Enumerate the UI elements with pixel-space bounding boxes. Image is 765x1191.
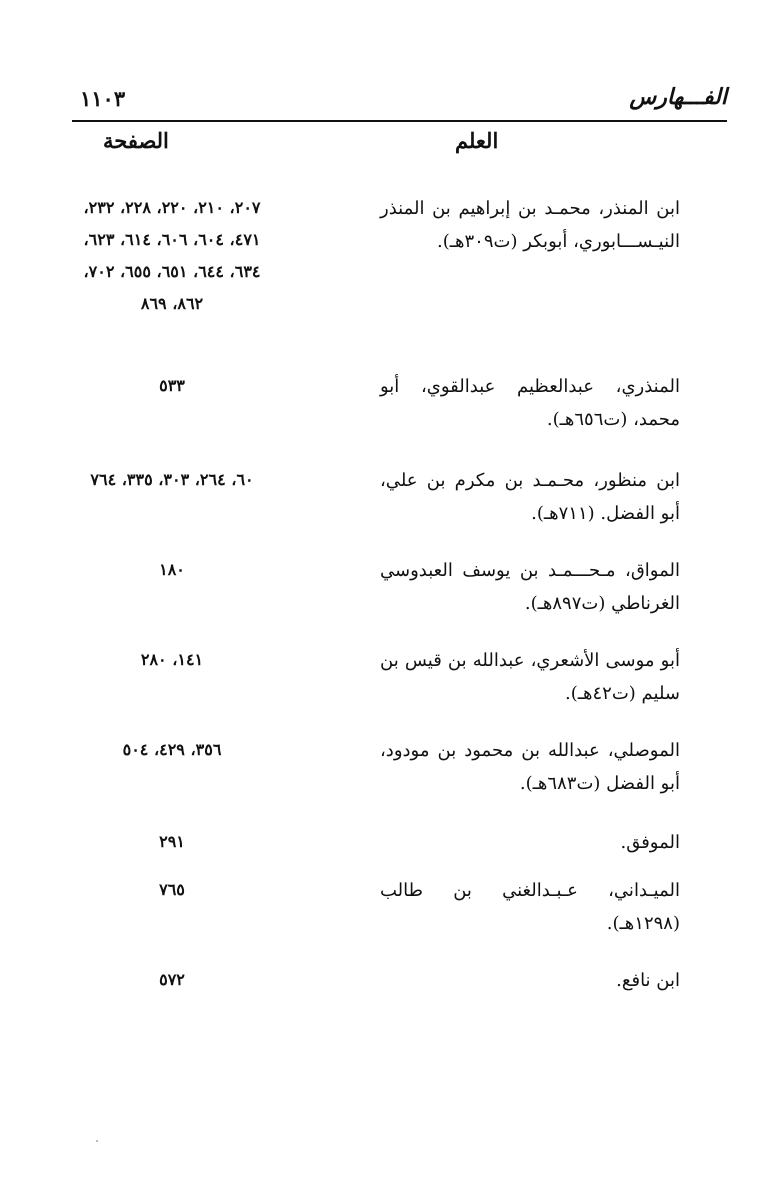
entry-name: الموفق. <box>620 832 680 853</box>
entry-pages: ٧٦٥ <box>159 880 185 899</box>
entry-name: ابن منظور، محـمـد بن مكرم بن علي، أبو الفضل. (٧١١هـ). <box>380 470 680 524</box>
entry-pages: ٢٠٧، ٢١٠، ٢٢٠، ٢٢٨، ٢٣٢، ٤٧١، ٦٠٤، ٦٠٦، ٦١٤، ٦٢٣، ٦٣٤، ٦٤٤، ٦٥١، ٦٥٥، ٧٠٢، ٨٦٢، ٨٦٩ <box>83 198 261 313</box>
entry-pages: ٥٧٢ <box>159 970 185 989</box>
entry-name: المنذري، عبدالعظيم عبدالقوي، أبو محمد، (ت٦٥٦هـ). <box>380 376 680 430</box>
entry-pages: ٦٠، ٢٦٤، ٣٠٣، ٣٣٥، ٧٦٤ <box>90 470 254 489</box>
entry-name: المواق، مـحـــمـد بن يوسف العبدوسي الغرناطي (ت٨٩٧هـ). <box>380 560 680 614</box>
section-title: الفـــهارس <box>629 84 727 110</box>
header-rule <box>72 120 727 122</box>
entry-name: الموصلي، عبدالله بن محمود بن مودود، أبو الفضل (ت٦٨٣هـ). <box>380 740 680 794</box>
entry-name: ابن نافع. <box>616 970 680 991</box>
running-head <box>72 80 727 120</box>
entry-pages: ٣٥٦، ٤٢٩، ٥٠٤ <box>122 740 222 759</box>
entry-name: ابن المنذر، محمـد بن إبراهيم بن المنذر النيـســـابوري، أبوبكر (ت٣٠٩هـ). <box>380 198 680 252</box>
entry-pages: ١٨٠ <box>159 560 185 579</box>
page-column-header: الصفحة <box>103 128 169 153</box>
entry-pages: ٢٩١ <box>159 832 185 851</box>
scan-speck <box>96 1140 98 1142</box>
entry-name: الميـداني، عـبـدالغني بن طالب (١٢٩٨هـ). <box>380 880 680 934</box>
entry-name: أبو موسى الأشعري، عبدالله بن قيس بن سليم (ت٤٢هـ). <box>380 650 680 704</box>
entry-pages: ٥٣٣ <box>159 376 185 395</box>
page-number: ١١٠٣ <box>80 86 126 111</box>
entry-pages: ١٤١، ٢٨٠ <box>140 650 204 669</box>
name-column-header: العلم <box>455 128 499 153</box>
